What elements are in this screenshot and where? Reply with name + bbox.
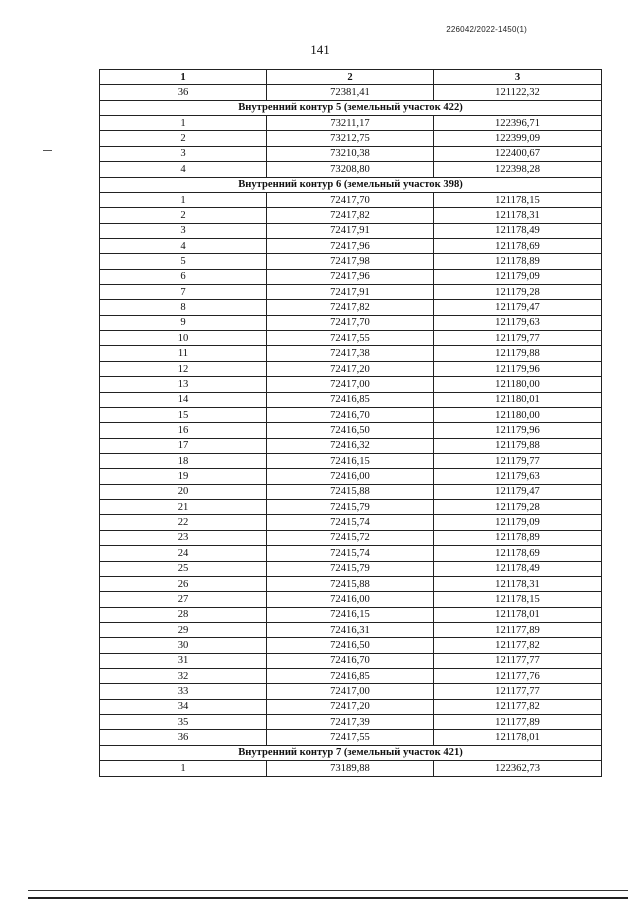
cell-x-coordinate: 72415,79 [267,561,434,576]
cell-y-coordinate: 121178,69 [434,238,602,253]
section-header-row [100,177,602,192]
cell-x-coordinate: 72417,70 [267,315,434,330]
cell-x-coordinate: 72417,55 [267,331,434,346]
table-row [100,269,602,284]
cell-x-coordinate: 72417,38 [267,346,434,361]
cell-point-number: 18 [100,453,267,468]
cell-y-coordinate: 121178,31 [434,208,602,223]
cell-x-coordinate: 72416,85 [267,669,434,684]
cell-point-number: 31 [100,653,267,668]
cell-x-coordinate: 72417,96 [267,238,434,253]
table-row [100,223,602,238]
cell-x-coordinate: 72416,00 [267,592,434,607]
cell-y-coordinate: 122362,73 [434,761,602,776]
cell-y-coordinate: 121122,32 [434,85,602,100]
cell-x-coordinate: 72417,82 [267,300,434,315]
cell-y-coordinate: 121177,82 [434,699,602,714]
cell-y-coordinate: 121179,28 [434,500,602,515]
bottom-rule-thick [28,897,628,899]
cell-x-coordinate: 72415,74 [267,546,434,561]
cell-point-number: 1 [100,116,267,131]
cell-point-number: 13 [100,377,267,392]
cell-point-number: 3 [100,223,267,238]
table-row [100,300,602,315]
cell-x-coordinate: 72416,00 [267,469,434,484]
cell-y-coordinate: 121179,09 [434,269,602,284]
cell-point-number: 5 [100,254,267,269]
cell-point-number: 25 [100,561,267,576]
cell-x-coordinate: 72416,32 [267,438,434,453]
section-title: Внутренний контур 7 (земельный участок 421) [100,745,602,760]
cell-x-coordinate: 72416,85 [267,392,434,407]
cell-y-coordinate: 121178,89 [434,254,602,269]
table-row [100,622,602,637]
section-header-row [100,100,602,115]
cell-x-coordinate: 72417,70 [267,192,434,207]
page-number: 141 [310,42,330,57]
cell-x-coordinate: 72417,00 [267,377,434,392]
cell-x-coordinate: 72416,70 [267,407,434,422]
table-row [100,238,602,253]
cell-x-coordinate: 72417,39 [267,715,434,730]
cell-y-coordinate: 121180,00 [434,377,602,392]
cell-point-number: 33 [100,684,267,699]
cell-y-coordinate: 121179,63 [434,315,602,330]
cell-point-number: 16 [100,423,267,438]
cell-y-coordinate: 121178,49 [434,223,602,238]
cell-point-number: 20 [100,484,267,499]
cell-y-coordinate: 121179,77 [434,453,602,468]
cell-x-coordinate: 72381,41 [267,85,434,100]
table-row [100,730,602,745]
section-header-row [100,745,602,760]
cell-x-coordinate: 72415,88 [267,484,434,499]
table-row [100,131,602,146]
cell-y-coordinate: 122400,67 [434,146,602,161]
table-row [100,192,602,207]
cell-point-number: 36 [100,730,267,745]
header-cell-y: 3 [434,70,602,85]
cell-y-coordinate: 121178,89 [434,530,602,545]
cell-y-coordinate: 121180,00 [434,407,602,422]
cell-point-number: 1 [100,761,267,776]
cell-y-coordinate: 121177,89 [434,622,602,637]
table-row [100,761,602,776]
section-title: Внутренний контур 6 (земельный участок 398) [100,177,602,192]
cell-x-coordinate: 73211,17 [267,116,434,131]
table-row [100,392,602,407]
cell-x-coordinate: 72416,50 [267,423,434,438]
cell-point-number: 22 [100,515,267,530]
coordinates-table [99,69,602,777]
margin-mark [43,150,52,151]
cell-point-number: 34 [100,699,267,714]
section-title: Внутренний контур 5 (земельный участок 422) [100,100,602,115]
cell-y-coordinate: 122399,09 [434,131,602,146]
table-row [100,453,602,468]
table-row [100,377,602,392]
table-row [100,208,602,223]
cell-point-number: 8 [100,300,267,315]
cell-x-coordinate: 72415,74 [267,515,434,530]
cell-x-coordinate: 72416,50 [267,638,434,653]
table-row [100,361,602,376]
table-row [100,715,602,730]
cell-point-number: 6 [100,269,267,284]
cell-point-number: 14 [100,392,267,407]
cell-y-coordinate: 121177,77 [434,653,602,668]
cell-x-coordinate: 73210,38 [267,146,434,161]
cell-x-coordinate: 72415,79 [267,500,434,515]
table-row [100,116,602,131]
header-cell-point: 1 [100,70,267,85]
table-row [100,162,602,177]
cell-y-coordinate: 121178,01 [434,730,602,745]
cell-point-number: 17 [100,438,267,453]
cell-point-number: 2 [100,131,267,146]
table-row [100,592,602,607]
cell-x-coordinate: 72417,00 [267,684,434,699]
cell-y-coordinate: 121177,77 [434,684,602,699]
table-row [100,669,602,684]
table-row [100,530,602,545]
cell-point-number: 11 [100,346,267,361]
table-row [100,469,602,484]
cell-y-coordinate: 121178,15 [434,192,602,207]
cell-point-number: 19 [100,469,267,484]
table-row [100,315,602,330]
cell-y-coordinate: 121180,01 [434,392,602,407]
cell-point-number: 10 [100,331,267,346]
cell-point-number: 7 [100,285,267,300]
cell-x-coordinate: 72417,20 [267,361,434,376]
cell-point-number: 29 [100,622,267,637]
cell-x-coordinate: 72416,15 [267,453,434,468]
cell-x-coordinate: 72415,88 [267,576,434,591]
cell-y-coordinate: 121179,28 [434,285,602,300]
cell-y-coordinate: 121178,15 [434,592,602,607]
cell-point-number: 35 [100,715,267,730]
cell-point-number: 2 [100,208,267,223]
table-row [100,423,602,438]
cell-y-coordinate: 121179,96 [434,423,602,438]
cell-y-coordinate: 121178,31 [434,576,602,591]
cell-y-coordinate: 121179,63 [434,469,602,484]
table-row [100,438,602,453]
table-row [100,561,602,576]
table-row [100,346,602,361]
cell-point-number: 30 [100,638,267,653]
cell-y-coordinate: 121178,01 [434,607,602,622]
table-row [100,653,602,668]
cell-x-coordinate: 72417,98 [267,254,434,269]
cell-point-number: 24 [100,546,267,561]
cell-x-coordinate: 72417,96 [267,269,434,284]
cell-y-coordinate: 121179,88 [434,346,602,361]
cell-y-coordinate: 121177,82 [434,638,602,653]
cell-x-coordinate: 72416,15 [267,607,434,622]
cell-x-coordinate: 72416,31 [267,622,434,637]
table-row [100,500,602,515]
cell-x-coordinate: 72417,55 [267,730,434,745]
cell-point-number: 28 [100,607,267,622]
cell-y-coordinate: 121179,96 [434,361,602,376]
cell-y-coordinate: 121179,47 [434,300,602,315]
table-row [100,85,602,100]
cell-x-coordinate: 72417,82 [267,208,434,223]
coordinates-table-body [100,70,602,777]
table-row [100,407,602,422]
cell-y-coordinate: 121179,88 [434,438,602,453]
cell-point-number: 1 [100,192,267,207]
cell-y-coordinate: 121178,49 [434,561,602,576]
cell-point-number: 3 [100,146,267,161]
cell-point-number: 4 [100,238,267,253]
cell-y-coordinate: 122396,71 [434,116,602,131]
table-row [100,546,602,561]
cell-point-number: 32 [100,669,267,684]
cell-y-coordinate: 121177,76 [434,669,602,684]
cell-point-number: 15 [100,407,267,422]
cell-y-coordinate: 121179,09 [434,515,602,530]
cell-x-coordinate: 72417,91 [267,285,434,300]
table-row [100,146,602,161]
table-row [100,684,602,699]
cell-x-coordinate: 72416,70 [267,653,434,668]
cell-x-coordinate: 72417,20 [267,699,434,714]
table-row [100,515,602,530]
table-row [100,484,602,499]
cell-point-number: 21 [100,500,267,515]
cell-y-coordinate: 121179,47 [434,484,602,499]
table-row [100,285,602,300]
table-row [100,576,602,591]
cell-x-coordinate: 72417,91 [267,223,434,238]
cell-point-number: 26 [100,576,267,591]
cell-point-number: 12 [100,361,267,376]
table-header-row [100,70,602,85]
document-id: 226042/2022-1450(1) [446,25,527,34]
cell-point-number: 36 [100,85,267,100]
cell-y-coordinate: 121178,69 [434,546,602,561]
table-row [100,638,602,653]
cell-x-coordinate: 73212,75 [267,131,434,146]
table-row [100,607,602,622]
cell-point-number: 23 [100,530,267,545]
table-row [100,331,602,346]
cell-point-number: 27 [100,592,267,607]
cell-y-coordinate: 121179,77 [434,331,602,346]
cell-x-coordinate: 73189,88 [267,761,434,776]
cell-y-coordinate: 121177,89 [434,715,602,730]
cell-x-coordinate: 73208,80 [267,162,434,177]
header-cell-x: 2 [267,70,434,85]
cell-point-number: 4 [100,162,267,177]
bottom-rule [28,890,628,891]
cell-y-coordinate: 122398,28 [434,162,602,177]
table-row [100,254,602,269]
cell-point-number: 9 [100,315,267,330]
cell-x-coordinate: 72415,72 [267,530,434,545]
table-row [100,699,602,714]
